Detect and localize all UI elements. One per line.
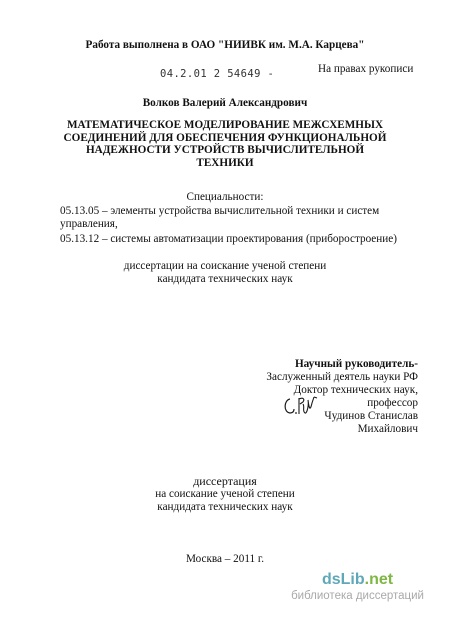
archive-number-stamp: 04.2.01 2 54649 - <box>160 68 275 80</box>
document-degree <box>0 488 450 514</box>
specialty-item: 05.13.12 – системы автоматизации проектирования (приборостроение) <box>60 233 397 245</box>
specialties-heading: Специальности: <box>186 191 264 203</box>
document-type: диссертация <box>193 474 257 488</box>
watermark-tagline: библиотека диссертаций <box>291 590 424 602</box>
dslib-watermark <box>291 571 424 603</box>
city-year: Москва – 2011 г. <box>185 553 265 565</box>
organization-line: Работа выполнена в ОАО "НИИВК им. М.А. Карцева" <box>85 39 365 51</box>
supervisor-line: Михайлович <box>357 423 418 435</box>
title-line: НАДЕЖНОСТИ УСТРОЙСТВ ВЫЧИСЛИТЕЛЬНОЙ ТЕХНИКИ <box>85 144 365 169</box>
title-line: МАТЕМАТИЧЕСКОЕ МОДЕЛИРОВАНИЕ МЕЖСХЕМНЫХ <box>66 119 384 131</box>
logo-part-2: .net <box>364 571 394 588</box>
title-line: СОЕДИНЕНИЙ ДЛЯ ОБЕСПЕЧЕНИЯ ФУНКЦИОНАЛЬНОЙ <box>63 131 387 144</box>
document-degree-line: кандидата технических наук <box>157 501 293 513</box>
dslib-logo <box>291 571 424 589</box>
supervisor-line: профессор <box>367 397 418 409</box>
degree-line: кандидата технических наук <box>157 273 293 285</box>
specialty-item: 05.13.05 – элементы устройства вычислительной техники и систем управления, <box>60 205 380 230</box>
supervisor-line: Доктор технических наук, <box>293 384 418 396</box>
supervisor-line: Заслуженный деятель науки РФ <box>266 371 418 383</box>
rights-note: На правах рукописи <box>318 63 414 75</box>
author-name: Волков Валерий Александрович <box>142 97 308 109</box>
supervisor-block <box>248 358 418 436</box>
document-degree-line: на соискание ученой степени <box>155 488 295 500</box>
thesis-title <box>60 119 390 169</box>
supervisor-heading: Научный руководитель- <box>294 358 418 370</box>
logo-part-1: dsLib <box>321 571 365 588</box>
handwritten-signature <box>281 393 321 419</box>
supervisor-line: Чудинов Станислав <box>324 410 418 422</box>
degree-line: диссертации на соискание ученой степени <box>123 260 327 272</box>
degree-block <box>0 260 450 286</box>
